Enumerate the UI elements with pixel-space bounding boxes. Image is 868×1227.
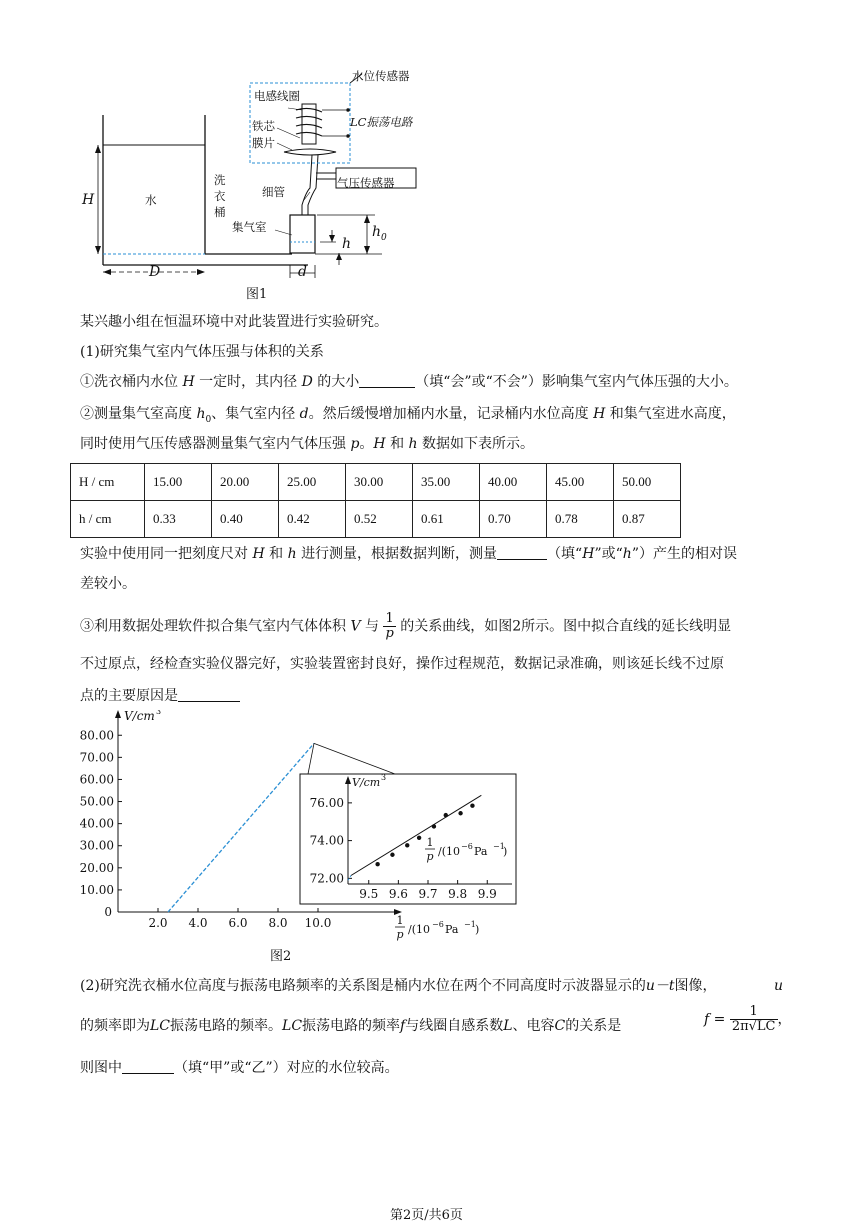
question-1-2-line2: 同时使用气压传感器测量集气室内气体压强 p。H 和 h 数据如下表所示。 — [80, 436, 535, 452]
part2-line1: (2)研究洗衣桶水位高度与振荡电路频率的关系图是桶内水位在两个不同高度时示波器显示的u－t图像， — [80, 978, 717, 994]
table-row-h — [71, 501, 681, 538]
inset-y-axis-label: V/cm — [352, 776, 381, 789]
label-d: d — [298, 264, 307, 280]
inset-x-axis-label-unit: /(10 — [438, 845, 460, 858]
inset-x-tick-label: 9.5 — [359, 887, 379, 901]
table-cell: 0.33 — [145, 501, 212, 538]
inset-data-point — [432, 824, 436, 828]
y-axis-arrow — [115, 710, 121, 718]
inset-data-point — [444, 813, 448, 817]
table-cell: 35.00 — [413, 464, 480, 501]
row-header-h: h / cm — [71, 501, 145, 538]
part2-line3: 则图中 （填“甲”或“乙”）对应的水位较高。 — [80, 1060, 399, 1076]
question-1-3-line3: 点的主要原因是 — [80, 686, 240, 706]
table-cell: 50.00 — [614, 464, 681, 501]
frequency-formula: f = $\frac{1}{2\pi√LC}$ ， — [704, 1004, 792, 1034]
table-row-H — [71, 464, 681, 501]
table-cell: 0.70 — [480, 501, 547, 538]
inset-x-tick-label: 9.8 — [448, 887, 468, 901]
label-pressure-sensor: 气压传感器 — [337, 176, 395, 190]
x-axis-label-exp: −6 — [432, 920, 444, 929]
inset-data-point — [390, 853, 394, 857]
inset-connector — [308, 743, 314, 774]
inset-y-axis-label-exp: 3 — [381, 773, 387, 782]
question-1-2-line1: ②测量集气室高度 $h_0$、集气室内径 d。然后缓慢增加桶内水量，记录桶内水位高度 H 和集气室进水高度， — [80, 406, 736, 425]
inset-x-axis-label-exp: −6 — [461, 842, 473, 851]
table-cell: 0.78 — [547, 501, 614, 538]
label-water-level-sensor: 水位传感器 — [352, 69, 410, 83]
y-tick-label: 70.00 — [79, 750, 114, 765]
label-air-chamber: 集气室 — [232, 220, 267, 234]
inset-x-axis-label-num: 1 — [426, 836, 434, 849]
inset-y-tick-label: 76.00 — [309, 795, 344, 810]
table-cell: 15.00 — [145, 464, 212, 501]
label-water: 水 — [145, 193, 157, 207]
part1-title: (1)研究集气室内气体压强与体积的关系 — [80, 344, 324, 360]
label-thin-tube: 细管 — [262, 185, 285, 199]
x-axis-label-unit2: Pa — [445, 923, 459, 936]
y-tick-label: 40.00 — [79, 816, 114, 831]
answer-blank-3[interactable] — [178, 687, 240, 702]
x-tick-label: 4.0 — [188, 916, 208, 930]
inset-x-tick-label: 9.7 — [418, 887, 438, 901]
x-axis-label-exp2: −1 — [464, 920, 476, 929]
inset-data-point — [417, 836, 421, 840]
table-cell: 20.00 — [212, 464, 279, 501]
inset-connector — [314, 743, 395, 774]
figure-2-caption: 图2 — [270, 949, 292, 964]
question-1-3-line2: 不过原点，经检查实验仪器完好，实验装置密封良好，操作过程规范，数据记录准确，则该延长线不过原 — [80, 656, 724, 672]
intro-text: 某兴趣小组在恒温环境中对此装置进行实验研究。 — [80, 314, 388, 330]
label-h: h — [342, 236, 352, 252]
inset-y-tick-label: 74.00 — [309, 833, 344, 848]
label-inductor-coil: 电感线圈 — [254, 89, 300, 103]
table-cell: 0.61 — [413, 501, 480, 538]
table-cell: 25.00 — [279, 464, 346, 501]
inset-x-axis-label-close: ) — [503, 845, 508, 858]
x-tick-label: 10.0 — [304, 916, 332, 930]
inset-x-axis-label-unit2: Pa — [474, 845, 488, 858]
data-table — [70, 463, 681, 538]
origin-label: 0 — [104, 905, 112, 919]
figure-2-chart — [70, 710, 540, 970]
label-H: H — [82, 192, 95, 208]
y-tick-label: 60.00 — [79, 772, 114, 787]
inset-y-tick-label: 72.00 — [309, 871, 344, 886]
question-1-2-after-line1: 实验中使用同一把刻度尺对 H 和 h 进行测量，根据数据判断，测量 （填“H”或“h”）产生的相对误 — [80, 546, 737, 562]
x-tick-label: 2.0 — [148, 916, 168, 930]
inset-x-tick-label: 9.9 — [477, 887, 497, 901]
x-axis-label-unit: /(10 — [408, 923, 430, 936]
x-axis-label-num: 1 — [396, 914, 404, 927]
label-D: D — [149, 264, 161, 280]
inset-data-point — [375, 862, 379, 866]
answer-blank-1[interactable] — [359, 373, 415, 388]
x-tick-label: 8.0 — [268, 916, 288, 930]
figure-1-caption: 图1 — [246, 287, 268, 302]
part2-line1-u: u — [774, 978, 784, 994]
answer-blank-2[interactable] — [497, 545, 547, 560]
y-axis-label-exp: 3 — [156, 710, 162, 716]
page-footer: 第2页/共6页 — [390, 1208, 463, 1223]
x-axis-label-den: p — [396, 928, 404, 941]
x-axis-label-close: ) — [475, 923, 480, 936]
inset-x-tick-label: 9.6 — [388, 887, 408, 901]
answer-blank-4[interactable] — [122, 1059, 174, 1074]
table-cell: 0.40 — [212, 501, 279, 538]
table-cell: 0.42 — [279, 501, 346, 538]
label-lc-circuit: LC振荡电路 — [350, 115, 413, 129]
table-cell: 0.52 — [346, 501, 413, 538]
fit-line-dashed — [168, 743, 314, 912]
label-h0: $h_0$ — [372, 224, 387, 243]
inset-data-point — [405, 843, 409, 847]
part2-line2: 的频率即为LC振荡电路的频率。LC振荡电路的频率f与线圈自感系数L、电容C的关系是 — [80, 1018, 622, 1034]
table-cell: 40.00 — [480, 464, 547, 501]
label-membrane: 膜片 — [252, 136, 275, 150]
y-tick-label: 30.00 — [79, 838, 114, 853]
table-cell: 30.00 — [346, 464, 413, 501]
y-tick-label: 20.00 — [79, 860, 114, 875]
fraction-1-over-p: $\frac{1}{p}$ — [385, 611, 394, 641]
table-cell: 45.00 — [547, 464, 614, 501]
inset-data-point — [470, 803, 474, 807]
question-1-1: ①洗衣桶内水位 H 一定时，其内径 D 的大小 （填“会”或“不会”）影响集气室内气体压强的大小。 — [80, 374, 738, 390]
inset-x-axis-label-den: p — [426, 850, 434, 863]
inset-x-axis-label-exp2: −1 — [493, 842, 505, 851]
row-header-H: H / cm — [71, 464, 145, 501]
table-cell: 0.87 — [614, 501, 681, 538]
y-tick-label: 50.00 — [79, 794, 114, 809]
label-iron-core: 铁芯 — [252, 119, 275, 133]
y-axis-label: V/cm — [124, 710, 155, 723]
x-tick-label: 6.0 — [228, 916, 248, 930]
y-tick-label: 10.00 — [79, 882, 114, 897]
y-tick-label: 80.00 — [79, 728, 114, 743]
question-1-3-line1: ③利用数据处理软件拟合集气室内气体体积 V 与 $\frac{1}{p}$ 的关系曲线，如图2所示。图中拟合直线的延长线明显 — [80, 611, 732, 641]
question-1-2-after-line2: 差较小。 — [80, 576, 136, 592]
inset-data-point — [458, 811, 462, 815]
label-washer-tub: 洗衣桶 — [214, 173, 226, 219]
